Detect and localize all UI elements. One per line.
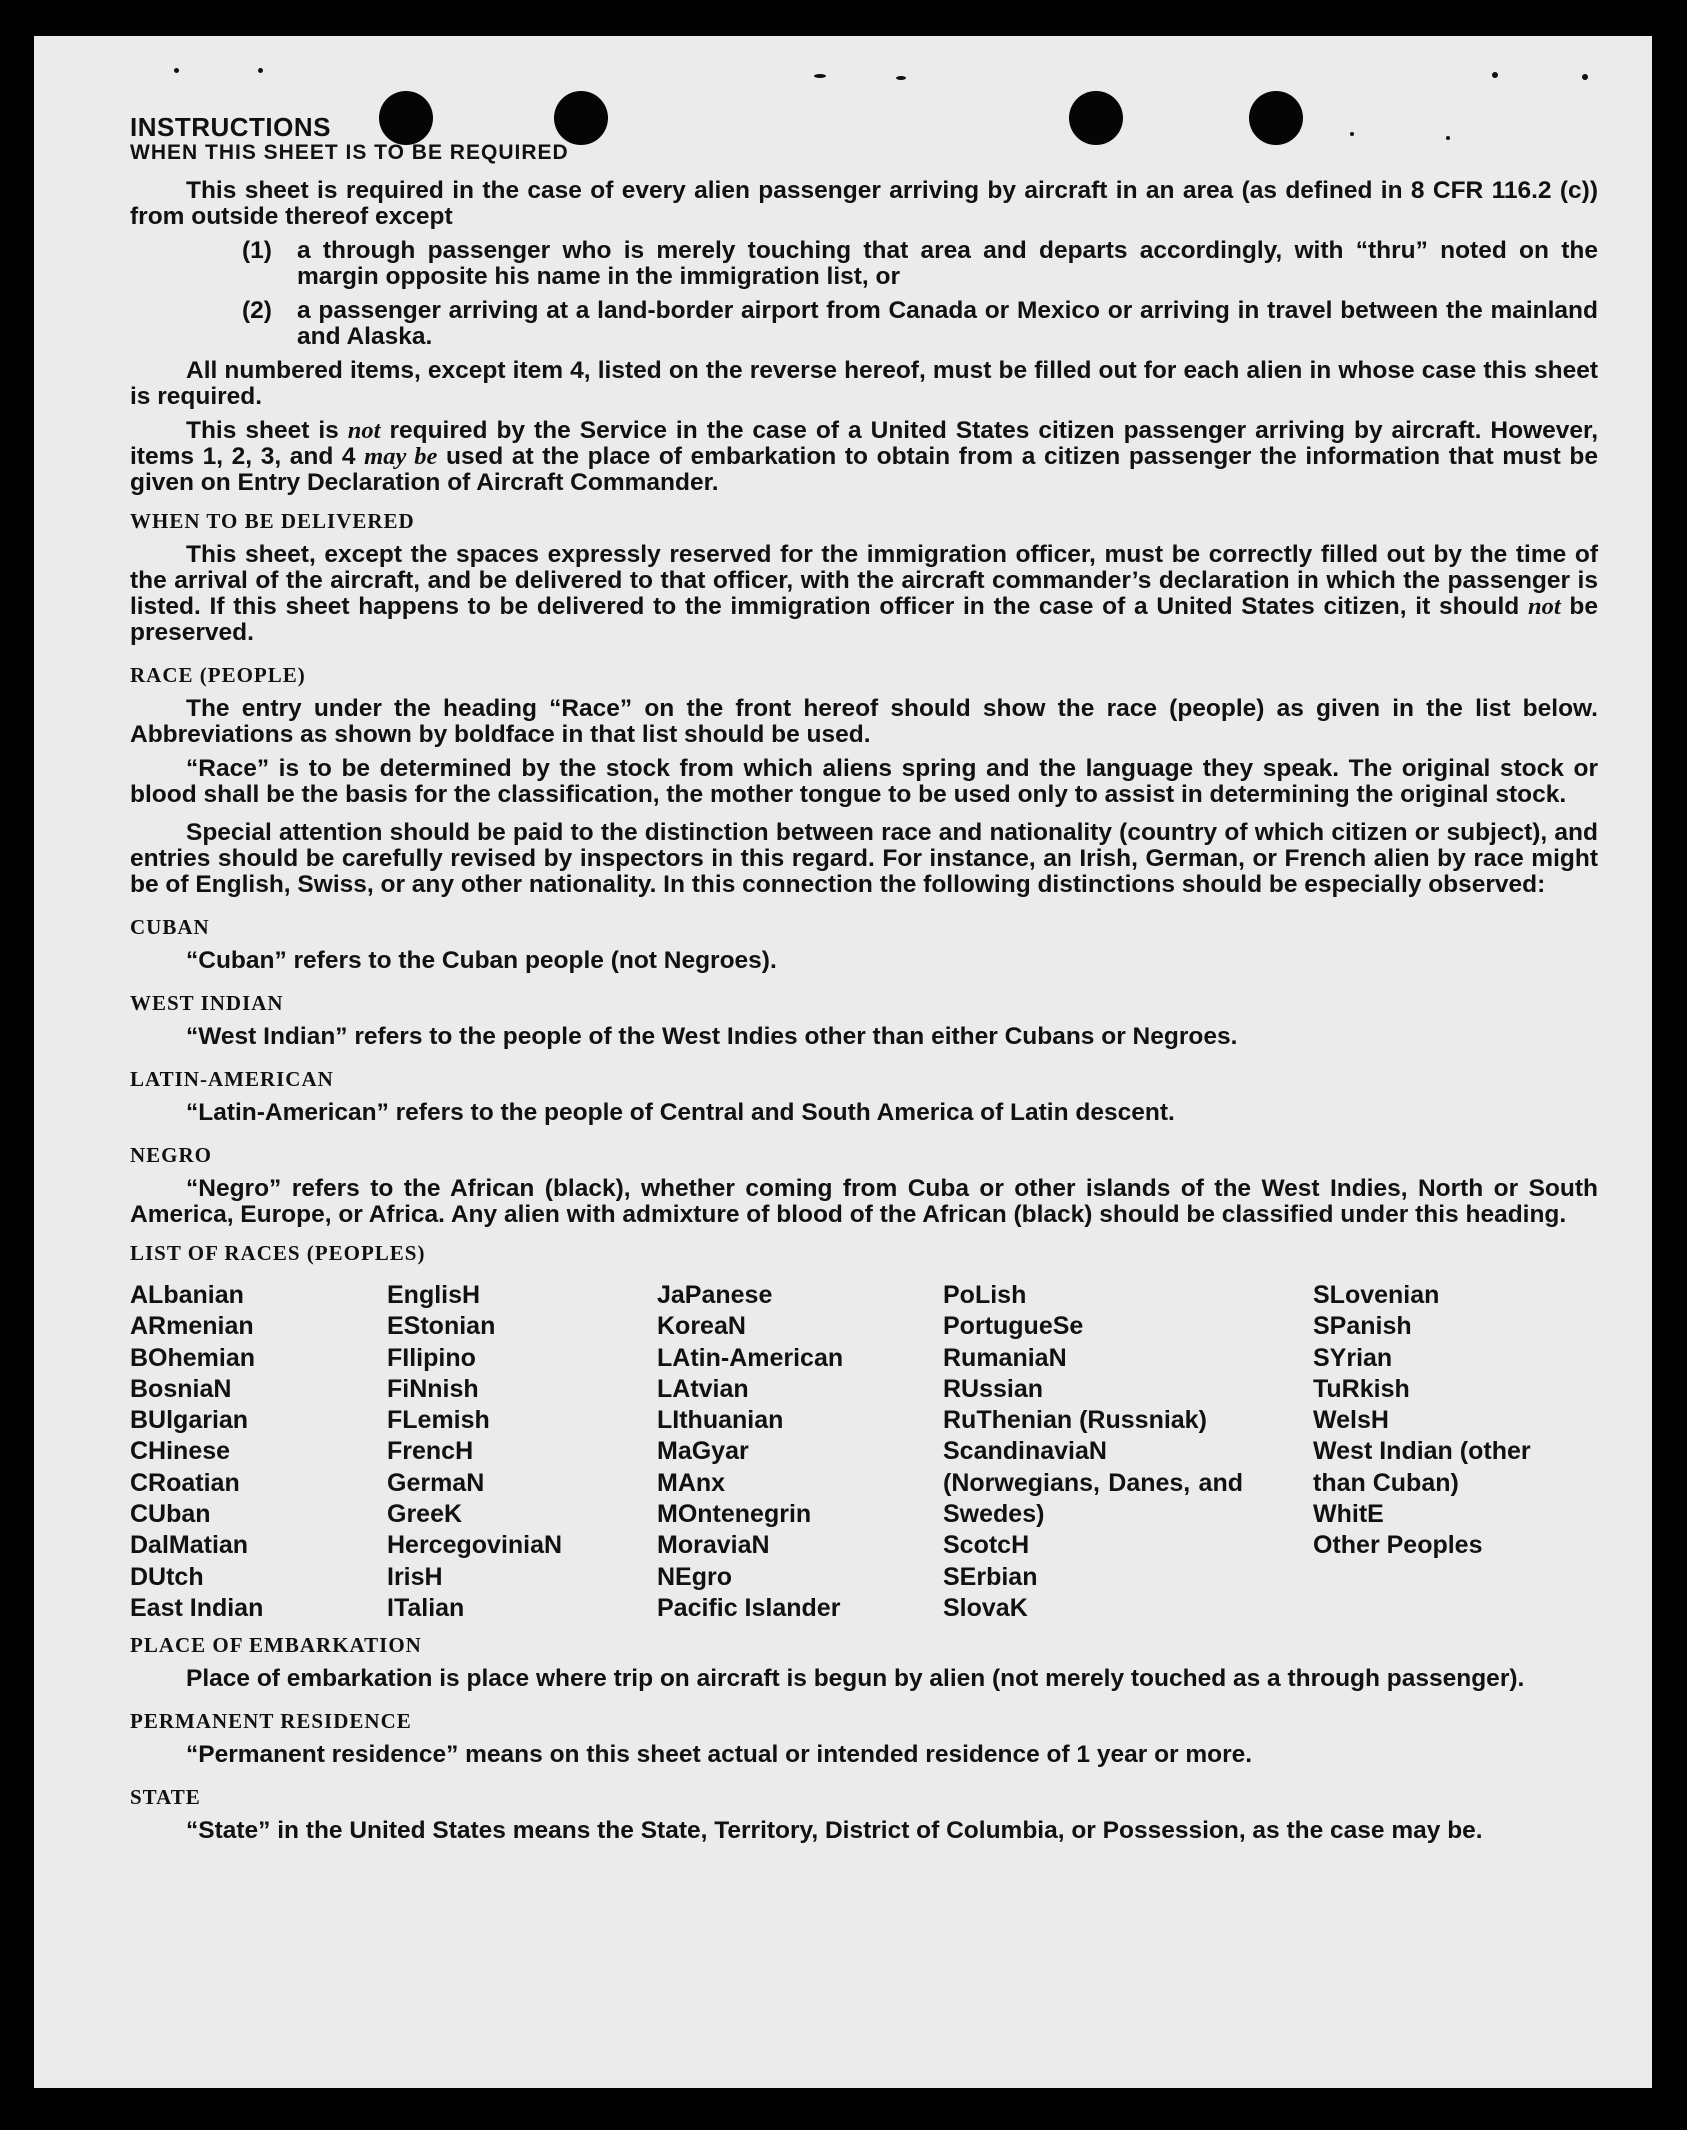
race-paragraph: The entry under the heading “Race” on the front hereof should show the race (people) as given in the list below. Abbreviations as shown by boldface in that list should be used.: [130, 695, 1598, 748]
latin-american-paragraph: “Latin-American” refers to the people of Central and South America of Latin descent.: [186, 1099, 1175, 1126]
page-title: INSTRUCTIONS: [130, 112, 331, 142]
race-entry: FLemish: [387, 1406, 490, 1435]
section-heading-cuban: CUBAN: [130, 915, 210, 939]
section-heading-residence: PERMANENT RESIDENCE: [130, 1709, 412, 1734]
numbered-items-paragraph: All numbered items, except item 4, listed on the reverse hereof, must be filled out for each alien in whose case this sheet is required.: [130, 357, 1598, 410]
race-entry: EStonian: [387, 1312, 496, 1341]
race-entry: CUban: [130, 1500, 211, 1529]
race-entry: RuThenian (Russniak): [943, 1406, 1207, 1435]
exception-text: a passenger arriving at a land-border airport from Canada or Mexico or arriving in travel between the mainland and Alaska.: [297, 297, 1598, 350]
race-entry: SErbian: [943, 1562, 1038, 1591]
document-page: [34, 36, 1652, 2088]
section-heading-embarkation: PLACE OF EMBARKATION: [130, 1633, 422, 1658]
race-entry: MAnx: [657, 1468, 726, 1497]
instructions-content: [130, 114, 1598, 1844]
race-entry: PortugueSe: [943, 1312, 1084, 1341]
race-entry: LIthuanian: [657, 1406, 784, 1435]
state-paragraph: “State” in the United States means the State, Territory, District of Columbia, or Possession, as the case may be.: [186, 1817, 1483, 1845]
required-intro: This sheet is required in the case of every alien passenger arriving by aircraft in an area (as defined in 8 CFR 116.2 (c)) from outside thereof except: [130, 177, 1598, 230]
race-entry: SYrian: [1313, 1343, 1393, 1372]
exception-item: [130, 238, 1598, 290]
race-entry: KoreaN: [657, 1312, 746, 1341]
exception-text: a through passenger who is merely touching that area and departs accordingly, with “thru” noted on the margin opposite his name in the immigration list, or: [297, 237, 1598, 290]
race-entry: Other Peoples: [1313, 1531, 1483, 1560]
race-entry: SPanish: [1313, 1312, 1412, 1341]
race-entry: ARmenian: [130, 1312, 254, 1341]
race-entry: NEgro: [657, 1562, 732, 1591]
race-entry: HercegoviniaN: [387, 1531, 563, 1560]
race-entry: PoLish: [943, 1281, 1027, 1309]
section-heading-race: RACE (PEOPLE): [130, 663, 306, 687]
exception-number: (2): [242, 297, 272, 324]
race-paragraph: “Race” is to be determined by the stock from which aliens spring and the language they speak. The original stock or blood shall be the basis for the classification, the mother tongue to be used only to assist in determining the original stock.: [130, 755, 1598, 808]
citizen-paragraph: This sheet is not required by the Service in the case of a United States citizen passenger arriving by aircraft. However, items 1, 2, 3, and 4 may be used at the place of embarkation to obtain from a citizen passenger the information that must be given on Entry Declaration of Aircraft Commander.: [130, 417, 1599, 496]
exception-item: [130, 298, 1598, 350]
section-heading-west-indian: WEST INDIAN: [130, 991, 284, 1015]
race-entry: SLovenian: [1313, 1281, 1440, 1309]
race-entry: SlovaK: [943, 1593, 1028, 1622]
race-entry: East Indian: [130, 1593, 264, 1622]
race-entry: MoraviaN: [657, 1531, 770, 1560]
scan-speck: [896, 76, 906, 80]
delivered-paragraph: This sheet, except the spaces expressly reserved for the immigration officer, must be correctly filled out by the time of the arrival of the aircraft, and be delivered to that officer, with the aircraft commander’s declaration in which the passenger is listed. If this sheet happens to be delivered to the immigration officer in the case of a United States citizen, it should not be preserved.: [130, 541, 1598, 646]
race-entry: GermaN: [387, 1468, 485, 1497]
race-entry: FiNnish: [387, 1374, 479, 1403]
section-heading-races-list: LIST OF RACES (PEOPLES): [130, 1241, 426, 1265]
race-entry: JaPanese: [657, 1281, 773, 1309]
race-entry: FIlipino: [387, 1343, 476, 1372]
race-entry: DUtch: [130, 1562, 204, 1591]
race-entry: RUssian: [943, 1374, 1044, 1403]
races-column: [657, 1280, 943, 1624]
race-entry: BosniaN: [130, 1374, 232, 1403]
race-entry: LAtin-American: [657, 1343, 844, 1372]
race-entry: BOhemian: [130, 1343, 256, 1372]
exception-number: (1): [242, 237, 272, 264]
races-column: [130, 1280, 387, 1624]
scan-speck: [258, 68, 263, 73]
race-entry: IrisH: [387, 1562, 443, 1591]
race-entry: MOntenegrin: [657, 1500, 812, 1529]
race-entry: RumaniaN: [943, 1343, 1067, 1372]
race-entry: TuRkish: [1313, 1374, 1410, 1403]
section-heading-negro: NEGRO: [130, 1143, 213, 1167]
section-heading-latin-american: LATIN-AMERICAN: [130, 1067, 334, 1091]
race-entry: CHinese: [130, 1437, 231, 1466]
race-entry: DalMatian: [130, 1531, 249, 1560]
race-entry: ScotcH: [943, 1531, 1030, 1560]
cuban-paragraph: “Cuban” refers to the Cuban people (not Negroes).: [186, 947, 777, 974]
race-entry: GreeK: [387, 1500, 463, 1529]
negro-paragraph: “Negro” refers to the African (black), whether coming from Cuba or other islands of the West Indies, North or South America, Europe, or Africa. Any alien with admixture of blood of the African (black) should be classified under this heading.: [130, 1175, 1598, 1228]
section-heading-required: WHEN THIS SHEET IS TO BE REQUIRED: [130, 141, 569, 164]
races-column: [387, 1280, 657, 1624]
west-indian-paragraph: “West Indian” refers to the people of the West Indies other than either Cubans or Negroes.: [186, 1023, 1238, 1050]
residence-paragraph: “Permanent residence” means on this sheet actual or intended residence of 1 year or more.: [186, 1741, 1253, 1769]
race-entry: ScandinaviaN (Norwegians, Danes, and Swedes): [943, 1437, 1243, 1529]
race-entry: ALbanian: [130, 1281, 244, 1309]
races-list: [130, 1280, 1598, 1624]
race-entry: LAtvian: [657, 1374, 749, 1403]
race-entry: Pacific Islander: [657, 1593, 841, 1622]
section-heading-state: STATE: [130, 1785, 201, 1810]
race-entry: CRoatian: [130, 1468, 240, 1497]
scan-speck: [1492, 72, 1498, 78]
embarkation-paragraph: Place of embarkation is place where trip on aircraft is begun by alien (not merely touched as a through passenger).: [186, 1665, 1525, 1693]
race-entry: ITalian: [387, 1593, 465, 1622]
races-column: [1313, 1280, 1598, 1624]
race-entry: West Indian (other than Cuban): [1313, 1437, 1531, 1497]
races-column: [943, 1280, 1313, 1624]
race-entry: WhitE: [1313, 1500, 1384, 1529]
race-entry: EnglisH: [387, 1281, 481, 1309]
race-entry: FrencH: [387, 1437, 474, 1466]
section-heading-delivered: WHEN TO BE DELIVERED: [130, 509, 415, 533]
scan-speck: [174, 68, 179, 73]
race-entry: WelsH: [1313, 1406, 1389, 1435]
race-entry: MaGyar: [657, 1437, 749, 1466]
race-paragraph: Special attention should be paid to the distinction between race and nationality (country of which citizen or subject), and entries should be carefully revised by inspectors in this regard. For instance, an Irish, German, or French alien by race might be of English, Swiss, or any other nationality. In this connection the following distinctions should be especially observed:: [130, 819, 1598, 898]
scan-speck: [814, 74, 826, 78]
race-entry: BUlgarian: [130, 1406, 249, 1435]
scan-speck: [1582, 74, 1588, 80]
